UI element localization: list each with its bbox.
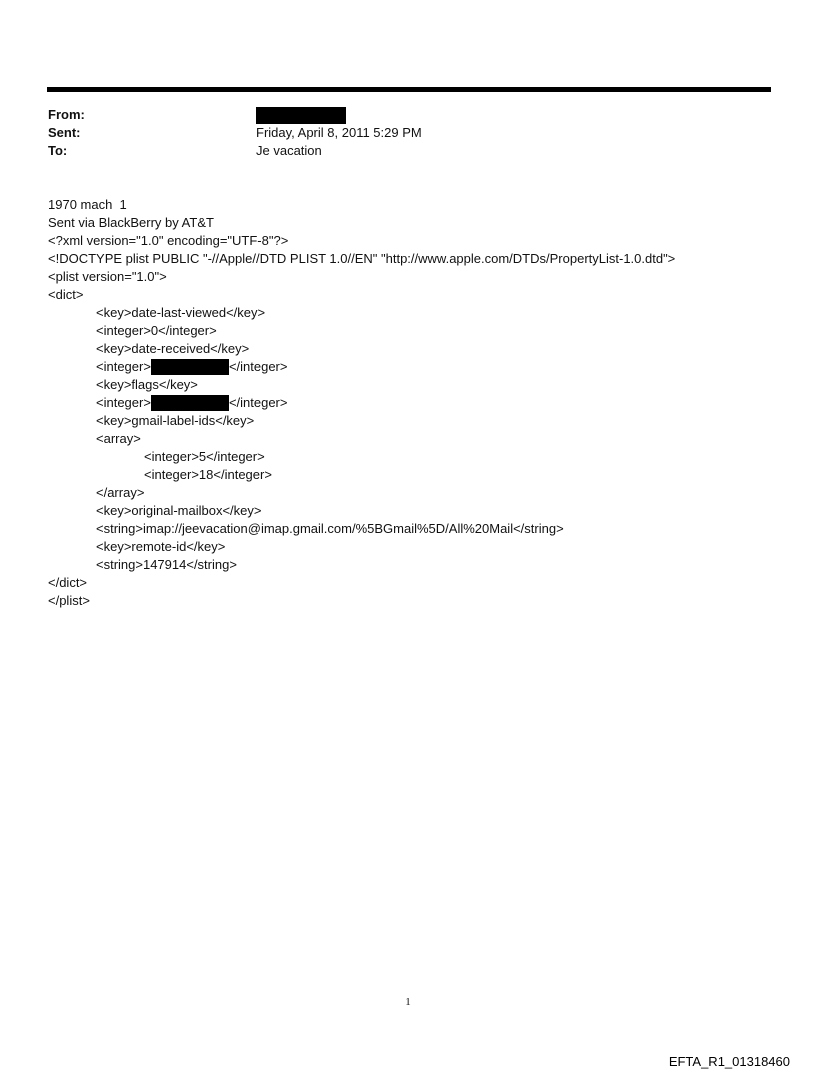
sent-label: Sent: (48, 125, 81, 140)
email-body (48, 196, 778, 610)
body-line: <integer>18</integer> (144, 467, 272, 482)
body-line: <?xml version="1.0" encoding="UTF-8"?> (48, 233, 289, 248)
body-line: <key>date-received</key> (96, 341, 250, 356)
body-line: <plist version="1.0"> (48, 269, 167, 284)
tag-open: <integer> (96, 359, 151, 374)
sent-value: Friday, April 8, 2011 5:29 PM (256, 125, 422, 140)
from-label: From: (48, 107, 85, 122)
body-line: </dict> (48, 575, 88, 590)
body-line: <key>gmail-label-ids</key> (96, 413, 255, 428)
page-number: 1 (405, 996, 411, 1008)
redaction-block (256, 107, 346, 124)
header-rule (47, 87, 771, 92)
body-line: <integer>0</integer> (96, 323, 217, 338)
body-line: <key>original-mailbox</key> (96, 503, 262, 518)
body-line-redacted (48, 358, 778, 376)
body-line: <key>flags</key> (96, 377, 198, 392)
body-line: <!DOCTYPE plist PUBLIC "-//Apple//DTD PLIST 1.0//EN" "http://www.apple.com/DTDs/PropertyList-1.0.dtd"> (48, 251, 676, 266)
body-line: <dict> (48, 287, 84, 302)
body-line: </array> (96, 485, 145, 500)
body-line-redacted (48, 394, 778, 412)
tag-open: <integer> (96, 395, 151, 410)
to-label: To: (48, 143, 68, 158)
from-value (256, 106, 346, 124)
tag-close: </integer> (228, 395, 288, 410)
body-line: <array> (96, 431, 141, 446)
tag-close: </integer> (228, 359, 288, 374)
redaction-block (151, 395, 229, 411)
body-line: <key>date-last-viewed</key> (96, 305, 266, 320)
body-line: 1970 mach 1 (48, 197, 127, 212)
body-line: <string>imap://jeevacation@imap.gmail.com/%5BGmail%5D/All%20Mail</string> (96, 521, 564, 536)
body-line: </plist> (48, 593, 90, 608)
to-value: Je vacation (256, 143, 322, 158)
body-line: <string>147914</string> (96, 557, 237, 572)
bates-number: EFTA_R1_01318460 (668, 1054, 790, 1069)
body-line: Sent via BlackBerry by AT&T (48, 215, 214, 230)
body-line: <key>remote-id</key> (96, 539, 226, 554)
redaction-block (151, 359, 229, 375)
body-line: <integer>5</integer> (144, 449, 265, 464)
